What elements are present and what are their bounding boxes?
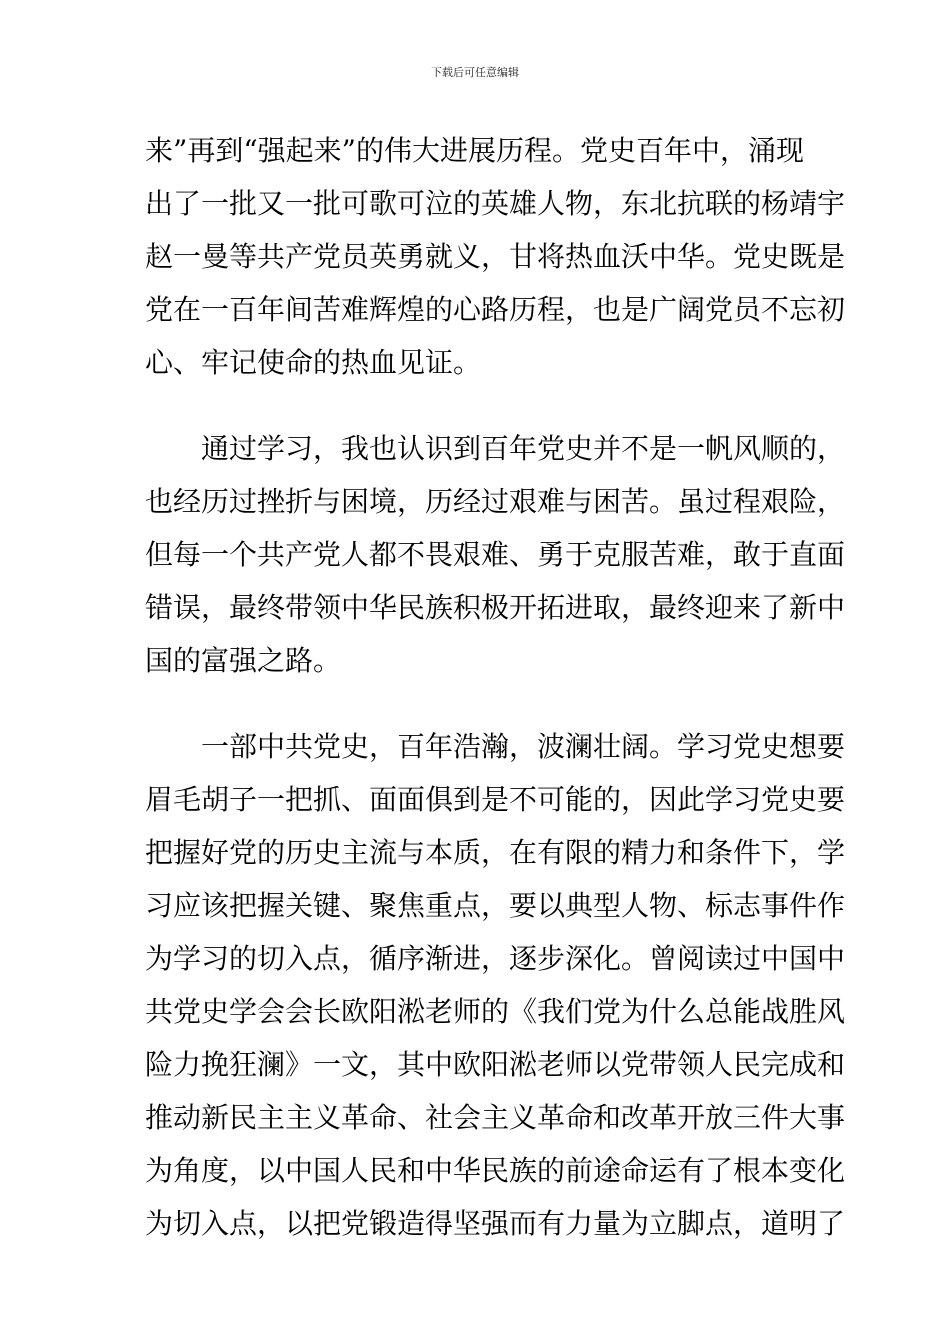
paragraph-3 [145, 720, 846, 1250]
text-line: 眉毛胡子一把抓、面面俱到是不可能的，因此学习党史要 [145, 783, 846, 816]
text-line: 通过学习，我也认识到百年党史并不是一帆风顺的， [145, 432, 846, 465]
text-line: 也经历过挫折与困境，历经过艰难与困苦。虽过程艰险， [145, 485, 846, 518]
text-line: 但每一个共产党人都不畏艰难、勇于克服苦难，敢于直面 [145, 538, 846, 571]
text-line: 险力挽狂澜》一文，其中欧阳淞老师以党带领人民完成和 [145, 1048, 846, 1081]
text-line: 把握好党的历史主流与本质，在有限的精力和条件下，学 [145, 836, 846, 869]
page-header: 下载后可任意编辑 [431, 66, 519, 79]
text-line: 错误，最终带领中华民族积极开拓进取，最终迎来了新中 [145, 591, 846, 624]
text-line: 为切入点，以把党锻造得坚强而有力量为立脚点，道明了 [145, 1207, 846, 1240]
text-line: 为角度，以中国人民和中华民族的前途命运有了根本变化 [145, 1154, 846, 1187]
text-line: 党在一百年间苦难辉煌的心路历程，也是广阔党员不忘初 [145, 293, 846, 326]
paragraph-1 [145, 124, 846, 389]
text-line: 为学习的切入点，循序渐进，逐步深化。曾阅读过中国中 [145, 942, 846, 975]
text-line: 来”再到“强起来”的伟大进展历程。党史百年中，涌现 [145, 134, 804, 167]
text-line: 推动新民主主义革命、社会主义革命和改革开放三件大事 [145, 1101, 846, 1134]
text-line: 习应该把握关键、聚焦重点，要以典型人物、标志事件作 [145, 889, 846, 922]
text-line: 出了一批又一批可歌可泣的英雄人物，东北抗联的杨靖宇 [145, 187, 846, 220]
text-line: 一部中共党史，百年浩瀚，波澜壮阔。学习党史想要 [145, 730, 846, 763]
text-line: 国的富强之路。 [145, 644, 342, 677]
text-line: 共党史学会会长欧阳淞老师的《我们党为什么总能战胜风 [145, 995, 846, 1028]
text-line: 赵一曼等共产党员英勇就义，甘将热血沃中华。党史既是 [145, 240, 846, 273]
paragraph-2 [145, 422, 846, 687]
text-line: 心、牢记使命的热血见证。 [145, 346, 482, 379]
